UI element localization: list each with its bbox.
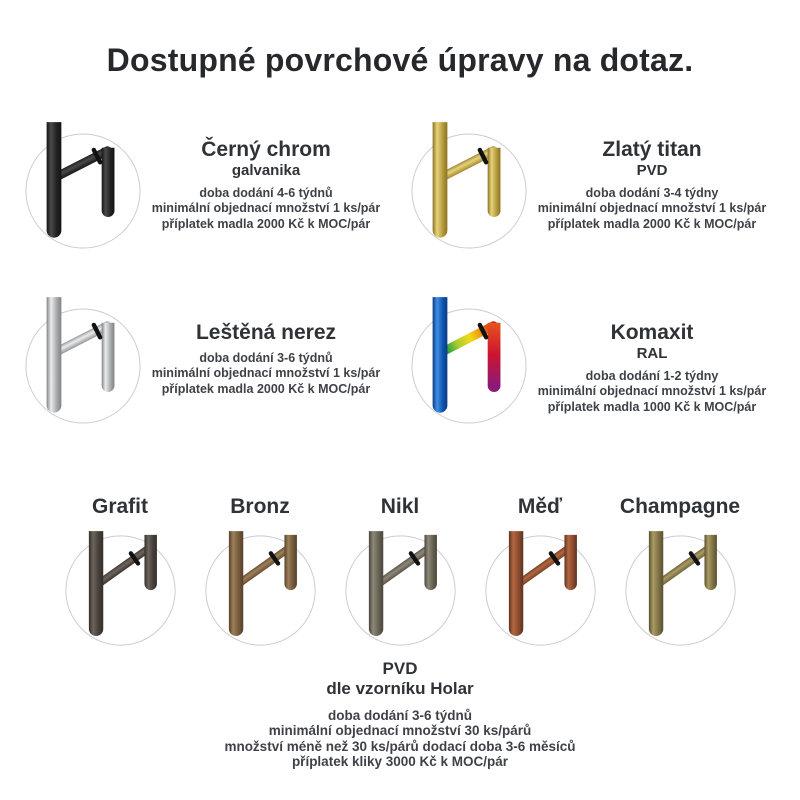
footer-title: PVD [382,659,418,678]
finish-name: Komaxit [610,321,694,344]
finish-details [528,369,776,415]
swatch-med [470,495,610,648]
detail-line: minimální objednací množství 1 ks/pár [151,366,381,381]
footer-subtitle: dle vzorníku Holar [326,679,474,698]
finish-info [528,132,776,232]
swatch-photo [63,533,178,648]
swatch-label: Grafit [91,495,148,518]
swatch-label: Champagne [619,495,741,518]
footer-details [100,708,700,769]
swatch-photo [623,533,738,648]
swatch-photo [203,533,318,648]
finish-block-komaxit [410,307,776,425]
swatch-grafit [50,495,190,648]
swatch-label: Bronz [230,495,290,518]
finish-info [142,132,390,232]
swatch-label: Měď [517,495,563,518]
finish-method: PVD [636,162,668,179]
page-title: Dostupné povrchové úpravy na dotaz. [106,42,694,78]
detail-line: doba dodání 3-4 týdny [585,186,719,200]
detail-line: minimální objednací množství 1 ks/pár [151,201,381,216]
detail-line: příplatek madla 2000 Kč k MOC/pár [161,381,371,396]
detail-line: doba dodání 3-6 týdnů [328,708,472,723]
detail-line: minimální objednací množství 30 ks/párů [268,723,532,739]
door-handle-image [63,533,178,648]
detail-line: doba dodání 3-6 týdnů [199,351,333,365]
detail-line: příplatek kliky 3000 Kč k MOC/pár [291,753,509,769]
detail-line: příplatek madla 2000 Kč k MOC/pár [547,216,757,231]
door-handle-image [410,132,528,250]
door-handle-image [24,307,142,425]
finish-name: Leštěná nerez [195,321,337,344]
finish-method: RAL [636,345,668,362]
detail-line: minimální objednací množství 1 ks/pár [537,384,767,399]
finish-info [528,307,776,415]
finish-name: Černý chrom [201,138,331,161]
detail-line: množství méně než 30 ks/párů dodací doba 3-6 měsíců [224,738,576,754]
detail-line: příplatek madla 1000 Kč k MOC/pár [547,399,757,414]
finish-block-lestena-nerez [24,307,390,425]
detail-line: doba dodání 1-2 týdny [585,369,719,383]
finish-photo-cerny-chrom [24,132,142,250]
swatch-label: Nikl [380,495,420,518]
door-handle-image [623,533,738,648]
finish-block-cerny-chrom [24,132,390,250]
swatch-photo [483,533,598,648]
swatch-nikl [330,495,470,648]
footer-pvd-block [100,659,700,769]
finish-details [142,351,390,397]
door-handle-image [203,533,318,648]
finish-details [142,186,390,232]
swatch-champagne [610,495,750,648]
detail-line: příplatek madla 2000 Kč k MOC/pár [161,216,371,231]
finish-name: Zlatý titan [602,138,702,161]
door-handle-image [410,307,528,425]
finish-block-zlaty-titan [410,132,776,250]
swatch-photo [343,533,458,648]
swatch-bronz [190,495,330,648]
detail-line: minimální objednací množství 1 ks/pár [537,201,767,216]
finish-photo-komaxit [410,307,528,425]
finish-photo-zlaty-titan [410,132,528,250]
door-handle-image [343,533,458,648]
finish-info [142,307,390,397]
door-handle-image [483,533,598,648]
finish-photo-lestena-nerez [24,307,142,425]
finish-method: galvanika [231,162,301,179]
finish-details [528,186,776,232]
door-handle-image [24,132,142,250]
detail-line: doba dodání 4-6 týdnů [199,186,333,200]
